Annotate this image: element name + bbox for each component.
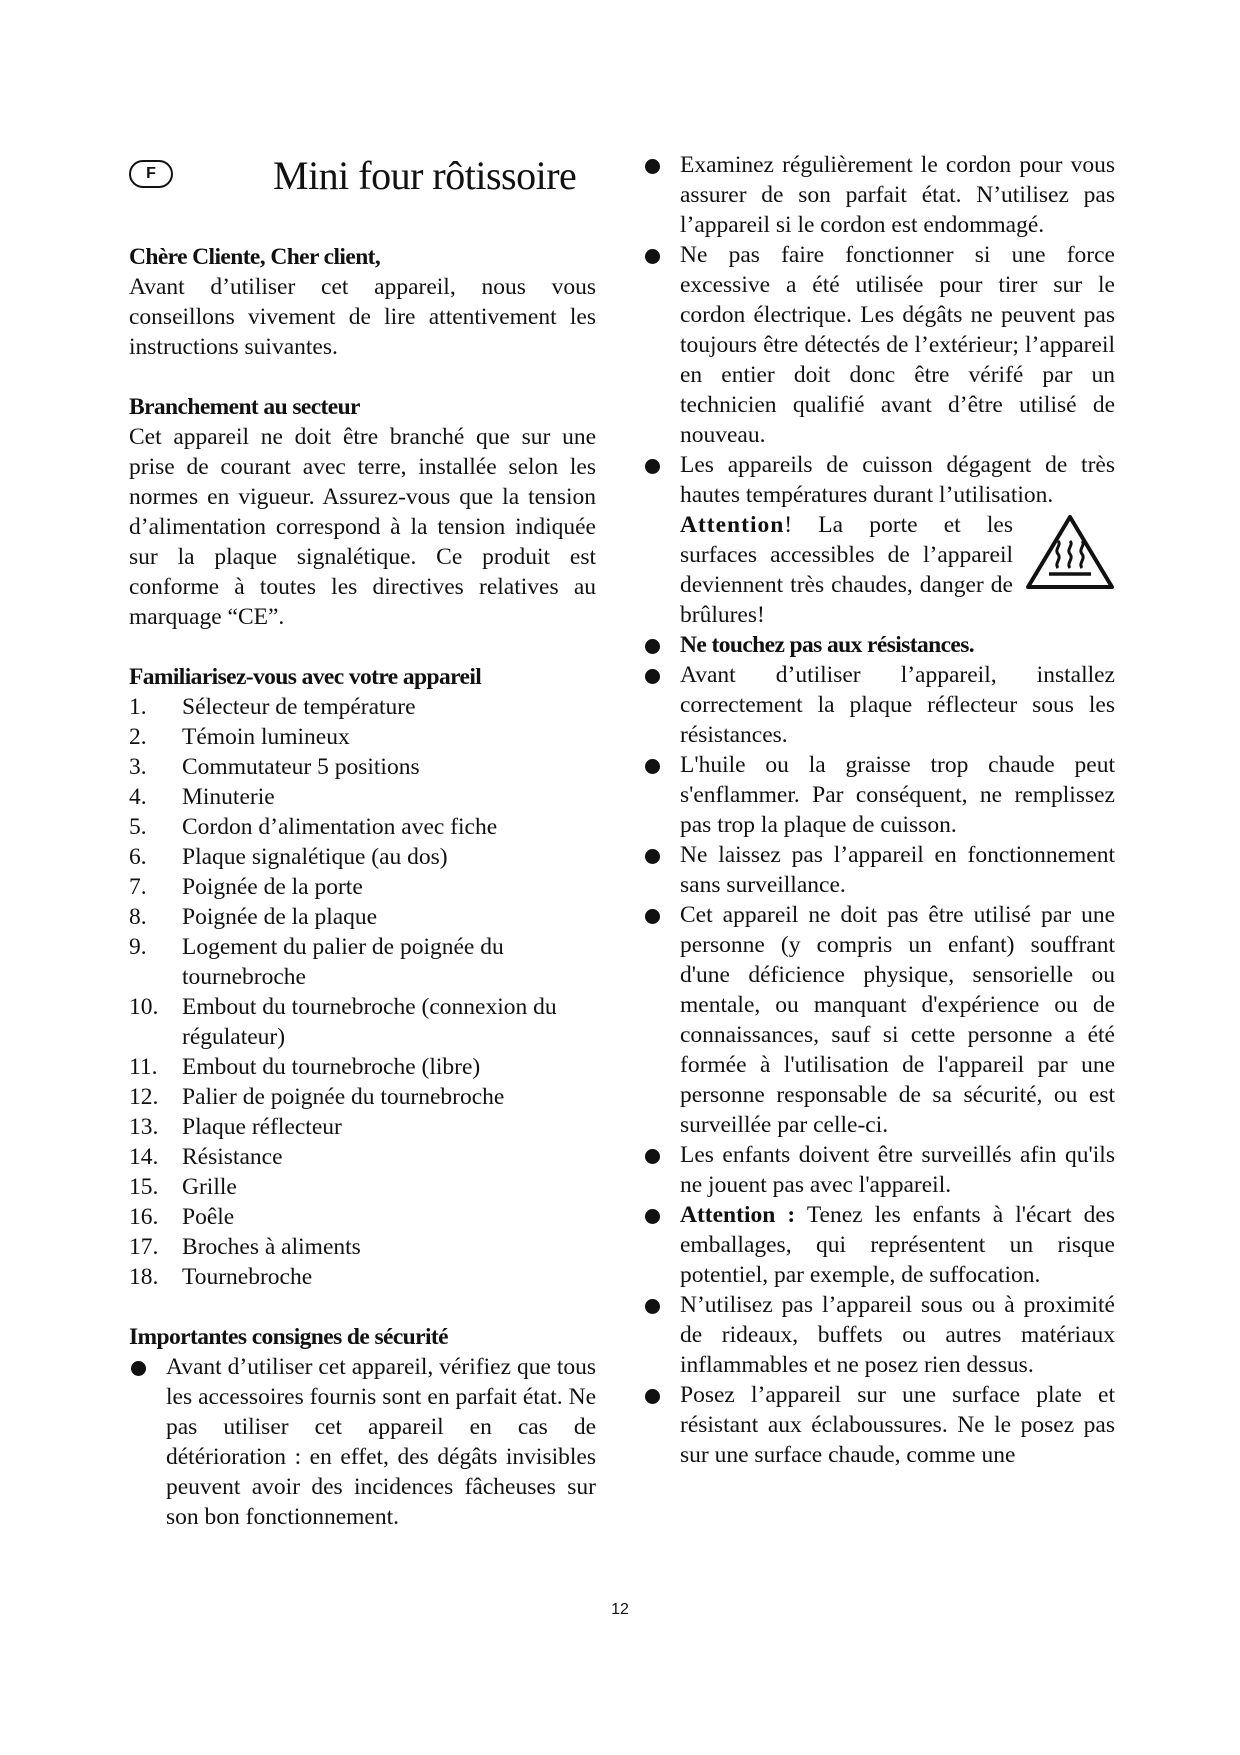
item-number: 14.	[129, 1144, 159, 1170]
item-number: 2.	[129, 724, 147, 750]
language-badge: F	[129, 160, 173, 188]
item-number: 9.	[129, 934, 147, 960]
item-label: Poignée de la porte	[182, 874, 363, 900]
item-number: 7.	[129, 874, 147, 900]
item-number: 18.	[129, 1264, 159, 1290]
bullet-icon	[645, 249, 660, 264]
item-text: Ne pas faire fonctionner si une force excessive a été utilisée pour tirer sur le cordon électrique. Les dégâts ne peuvent pas toujours être détectés de l’extérieur; l’appareil en entier doit donc être vérifé par un technicien qualifié avant d’être utilisé de nouveau.	[680, 242, 1115, 448]
item-label: Minuterie	[182, 784, 275, 810]
page-title: Mini four rôtissoire	[273, 153, 577, 198]
item-text: Examinez régulièrement le cordon pour vous assurer de son parfait état. N’utilisez pas l’appareil si le cordon est endommagé.	[680, 152, 1115, 238]
safety-heading: Importantes consignes de sécurité	[129, 1324, 448, 1350]
item-text: Avant d’utiliser cet appareil, vérifiez que tous les accessoires fournis sont en parfait état. Ne pas utiliser cet appareil en cas de détérioration : en effet, des dégâts invisibles peuvent avoir des incidences fâcheuses sur son bon fonctionnement.	[166, 1354, 596, 1530]
item-text: Avant d’utiliser l’appareil, installez correctement la plaque réflecteur sous les résistances.	[680, 662, 1115, 748]
list-item	[129, 1232, 596, 1262]
list-item	[643, 1290, 1115, 1380]
bullet-icon	[645, 759, 660, 774]
item-number: 12.	[129, 1084, 159, 1110]
intro-text: Avant d’utiliser cet appareil, nous vous conseillons vivement de lire attentivement les instructions suivantes.	[129, 274, 596, 360]
item-text: Tenez les enfants à l'écart des emballages, qui représentent un risque potentiel, par exemple, de suffocation.	[680, 1202, 1115, 1288]
item-label: Cordon d’alimentation avec fiche	[182, 814, 498, 840]
safety-list-right	[643, 150, 1115, 1470]
attention-label: Attention :	[680, 1202, 796, 1228]
item-number: 15.	[129, 1174, 159, 1200]
list-item	[643, 1140, 1115, 1200]
item-text: N’utilisez pas l’appareil sous ou à proximité de rideaux, buffets ou autres matériaux inflammables et ne posez rien dessus.	[680, 1292, 1115, 1378]
item-label: Poignée de la plaque	[182, 904, 378, 930]
bullet-icon	[131, 1361, 146, 1376]
list-item	[643, 840, 1115, 900]
parts-section	[129, 662, 596, 1292]
list-item	[129, 1112, 596, 1142]
list-item	[129, 812, 596, 842]
list-item	[643, 630, 1115, 660]
bullet-icon	[645, 639, 660, 654]
list-item	[129, 752, 596, 782]
list-item	[129, 782, 596, 812]
hot-surface-warning	[680, 510, 1115, 630]
list-item	[129, 872, 596, 902]
safety-section	[129, 1322, 596, 1532]
item-label: Résistance	[182, 1144, 283, 1170]
item-label: Sélecteur de température	[182, 694, 416, 720]
power-section	[129, 392, 596, 632]
list-item	[643, 1380, 1115, 1470]
list-item	[129, 1262, 596, 1292]
parts-heading: Familiarisez-vous avec votre appareil	[129, 664, 482, 690]
item-number: 4.	[129, 784, 147, 810]
item-text: Ne touchez pas aux résistances.	[680, 632, 975, 658]
item-label: Commutateur 5 positions	[182, 754, 420, 780]
item-number: 1.	[129, 694, 147, 720]
item-label: Plaque réflecteur	[182, 1114, 342, 1140]
intro-heading: Chère Cliente, Cher client,	[129, 244, 381, 270]
list-item	[129, 902, 596, 932]
item-text: Les appareils de cuisson dégagent de très hautes températures durant l’utilisation.	[680, 452, 1115, 508]
list-item	[643, 1200, 1115, 1290]
attention-label: Attention	[680, 512, 785, 538]
list-item	[129, 842, 596, 872]
bullet-icon	[645, 1149, 660, 1164]
list-item	[129, 932, 596, 992]
safety-list-left	[129, 1352, 596, 1532]
list-item	[129, 1172, 596, 1202]
item-number: 8.	[129, 904, 147, 930]
item-label: Tournebroche	[182, 1264, 313, 1290]
left-column	[129, 150, 596, 1532]
item-text: Posez l’appareil sur une surface plate et résistant aux éclaboussures. Ne le posez pas sur une surface chaude, comme une	[680, 1382, 1115, 1468]
item-number: 10.	[129, 994, 159, 1020]
list-item	[129, 1082, 596, 1112]
item-label: Poêle	[182, 1204, 235, 1230]
hot-surface-warning-icon	[1025, 514, 1115, 590]
bullet-icon	[645, 1299, 660, 1314]
power-text: Cet appareil ne doit être branché que sur une prise de courant avec terre, installée selon les normes en vigueur. Assurez-vous que la tension d’alimentation correspond à la tension indiquée sur la plaque signalétique. Ce produit est conforme à toutes les directives relatives au marquage “CE”.	[129, 424, 596, 630]
list-item	[643, 660, 1115, 750]
item-label: Plaque signalétique (au dos)	[182, 844, 448, 870]
item-label: Témoin lumineux	[182, 724, 350, 750]
item-label: Embout du tournebroche (connexion du régulateur)	[182, 994, 557, 1050]
item-number: 13.	[129, 1114, 159, 1140]
list-item	[129, 692, 596, 722]
power-heading: Branchement au secteur	[129, 394, 360, 420]
item-text: Les enfants doivent être surveillés afin qu'ils ne jouent pas avec l'appareil.	[680, 1142, 1115, 1198]
item-text: Ne laissez pas l’appareil en fonctionnement sans surveillance.	[680, 842, 1115, 898]
item-number: 5.	[129, 814, 147, 840]
item-number: 11.	[129, 1054, 158, 1080]
list-item	[129, 992, 596, 1052]
list-item	[129, 1202, 596, 1232]
bullet-icon	[645, 1389, 660, 1404]
bullet-icon	[645, 1209, 660, 1224]
item-label: Embout du tournebroche (libre)	[182, 1054, 481, 1080]
list-item	[643, 240, 1115, 450]
page-number: 12	[611, 1601, 629, 1618]
right-column	[643, 150, 1115, 1470]
item-label: Logement du palier de poignée du tournebroche	[182, 934, 504, 990]
item-text: Cet appareil ne doit pas être utilisé par une personne (y compris un enfant) souffrant d'une déficience physique, sensorielle ou mentale, ou manquant d'expérience ou de connaissances, sauf si cette personne a été formée à l'utilisation de l'appareil par une personne responsable de sa sécurité, ou est surveillée par celle-ci.	[680, 902, 1115, 1138]
list-item	[129, 722, 596, 752]
list-item	[643, 150, 1115, 240]
list-item	[129, 1352, 596, 1532]
item-number: 3.	[129, 754, 147, 780]
list-item	[129, 1052, 596, 1082]
item-number: 6.	[129, 844, 147, 870]
attention-text: ! La porte et les surfaces accessibles de l’appareil deviennent très chaudes, danger de brûlures!	[680, 512, 1013, 628]
item-label: Broches à aliments	[182, 1234, 361, 1260]
item-text: L'huile ou la graisse trop chaude peut s'enflammer. Par conséquent, ne remplissez pas trop la plaque de cuisson.	[680, 752, 1115, 838]
item-number: 16.	[129, 1204, 159, 1230]
intro-section	[129, 242, 596, 362]
bullet-icon	[645, 159, 660, 174]
list-item	[129, 1142, 596, 1172]
list-item	[643, 450, 1115, 630]
list-item	[643, 900, 1115, 1140]
item-label: Palier de poignée du tournebroche	[182, 1084, 505, 1110]
parts-list	[129, 692, 596, 1292]
item-label: Grille	[182, 1174, 237, 1200]
list-item	[643, 750, 1115, 840]
bullet-icon	[645, 909, 660, 924]
item-number: 17.	[129, 1234, 159, 1260]
bullet-icon	[645, 669, 660, 684]
bullet-icon	[645, 459, 660, 474]
bullet-icon	[645, 849, 660, 864]
